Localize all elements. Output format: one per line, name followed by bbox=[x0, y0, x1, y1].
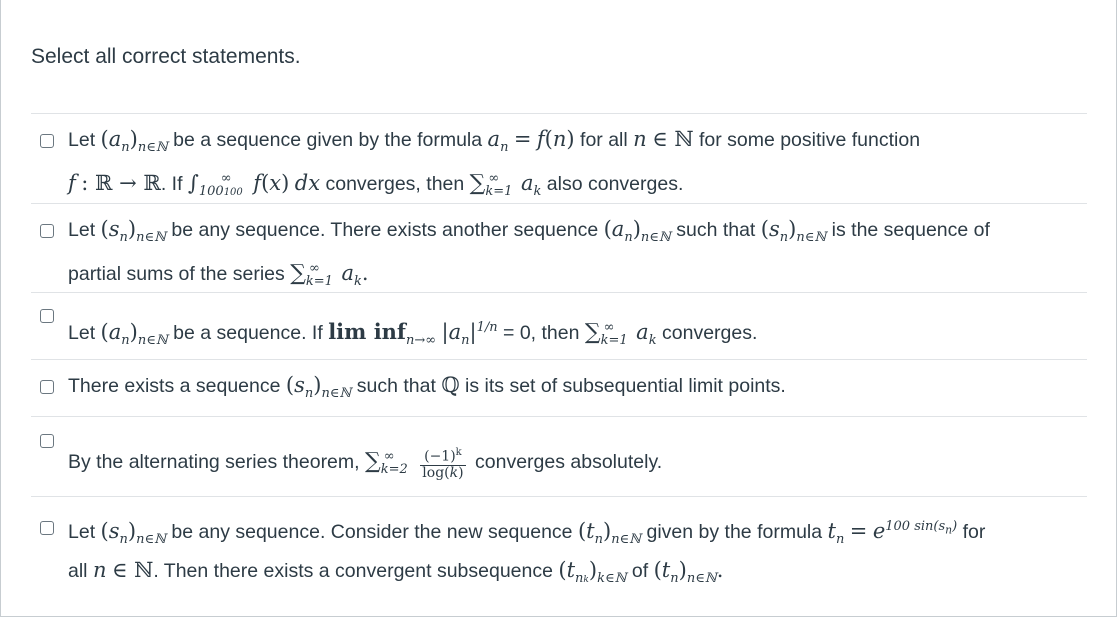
checkbox-3[interactable] bbox=[40, 309, 54, 323]
answer-text-4: There exists a sequence $(s_n)_{n\in ℕ}$ such that ℚ is its set of subsequential limit points. bbox=[68, 373, 786, 401]
checkbox-4[interactable] bbox=[40, 380, 54, 394]
answer-option-3[interactable] bbox=[31, 292, 1087, 359]
answer-option-4[interactable] bbox=[31, 359, 1087, 416]
question-prompt: Select all correct statements. bbox=[31, 45, 301, 68]
answer-text-1: Let $(a_n)_{n\in ℕ}$ be a sequence given by the formula $a_n = f(n)$ for all n ∈ ℕ for some positive function f : ℝ → ℝ. If $\int_{100100}^\infty$ f(x) dx converges, then $\sum_{k=1}^\infty$ $a_k$ also converges. bbox=[68, 127, 921, 199]
checkbox-5[interactable] bbox=[40, 434, 54, 448]
answer-text-2: Let $(s_n)_{n\in ℕ}$ be any sequence. There exists another sequence $(a_n)_{n\in ℕ}$ such that $(s_n)_{n\in ℕ}$ is the sequence of partial sums of the series $\sum_{k=1}^\infty$ $a_k$. bbox=[68, 217, 990, 289]
checkbox-6[interactable] bbox=[40, 521, 54, 535]
answer-option-1[interactable] bbox=[31, 113, 1087, 203]
answer-text-3: Let $(a_n)_{n\in ℕ}$ be a sequence. If lim inf$_{n\to\infty}$ $|a_n|^{1/n} = 0$, then $\sum_{k=1}^\infty$ $a_k$ converges. bbox=[68, 319, 758, 348]
fraction: $\frac{(-1)^k}{\log(k)}$ bbox=[422, 447, 464, 481]
answer-option-6[interactable] bbox=[31, 496, 1087, 605]
answer-text-6: Let $(s_n)_{n\in ℕ}$ be any sequence. Consider the new sequence $(t_n)_{n\in ℕ}$ given by the formula $t_n = e^{100 sin(s_n)}$ for all n ∈ ℕ. Then there exists a convergent subsequence $(t_{nk})_{k\in ℕ}$ of $(t_n)_{n\in ℕ}$. bbox=[68, 519, 986, 586]
answer-option-2[interactable] bbox=[31, 203, 1087, 292]
answer-list bbox=[31, 113, 1087, 605]
checkbox-2[interactable] bbox=[40, 224, 54, 238]
answer-option-5[interactable] bbox=[31, 416, 1087, 496]
answer-text-5: By the alternating series theorem, $\sum_{k=2}^\infty$ $\frac{(-1)^k}{\log(k)}$ converges absolutely. bbox=[68, 447, 663, 481]
checkbox-1[interactable] bbox=[40, 134, 54, 148]
